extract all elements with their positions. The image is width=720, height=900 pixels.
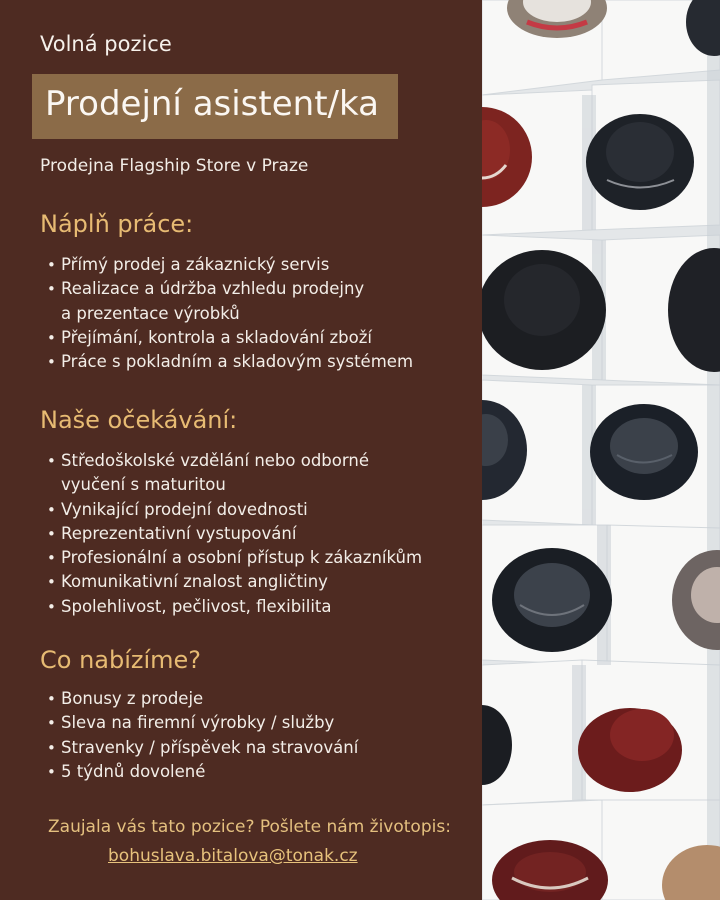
store-location: Prodejna Flagship Store v Praze	[40, 156, 309, 176]
list-item: • Středoškolské vzdělání nebo odborné	[45, 449, 465, 473]
section-heading-benefits: Co nabízíme?	[40, 646, 202, 674]
job-title: Prodejní asistent/ka	[45, 84, 379, 124]
position-label: Volná pozice	[40, 32, 172, 56]
list-item: • Vynikající prodejní dovednosti	[45, 498, 465, 522]
list-item-continuation: a prezentace výrobků	[61, 303, 240, 323]
list-item: • Sleva na firemní výrobky / služby	[45, 711, 465, 735]
section-heading-responsibilities: Náplň práce:	[40, 210, 194, 238]
list-item: • Přímý prodej a zákaznický servis	[45, 253, 465, 277]
title-box	[32, 74, 398, 139]
requirements-list	[45, 449, 465, 619]
responsibilities-list	[45, 253, 465, 374]
list-item: • Spolehlivost, pečlivost, flexibilita	[45, 595, 465, 619]
list-item: • Reprezentativní vystupování	[45, 522, 465, 546]
hats-on-white-shelves-photo-icon	[482, 0, 720, 900]
list-item: • Realizace a údržba vzhledu prodejny	[45, 277, 465, 301]
section-heading-requirements: Naše očekávání:	[40, 406, 238, 434]
email-link[interactable]: bohuslava.bitalova@tonak.cz	[108, 846, 358, 866]
list-item-continuation: vyučení s maturitou	[61, 475, 226, 495]
call-to-action: Zaujala vás tato pozice? Pošlete nám životopis:	[48, 817, 451, 837]
list-item: • Přejímání, kontrola a skladování zboží	[45, 326, 465, 350]
list-item: • 5 týdnů dovolené	[45, 760, 465, 784]
list-item: • Práce s pokladním a skladovým systémem	[45, 350, 465, 374]
list-item: • Bonusy z prodeje	[45, 687, 465, 711]
hats-photo	[482, 0, 720, 900]
list-item: • Komunikativní znalost angličtiny	[45, 570, 465, 594]
list-item: • Stravenky / příspěvek na stravování	[45, 736, 465, 760]
list-item: • Profesionální a osobní přístup k zákazníkům	[45, 546, 465, 570]
benefits-list	[45, 687, 465, 784]
